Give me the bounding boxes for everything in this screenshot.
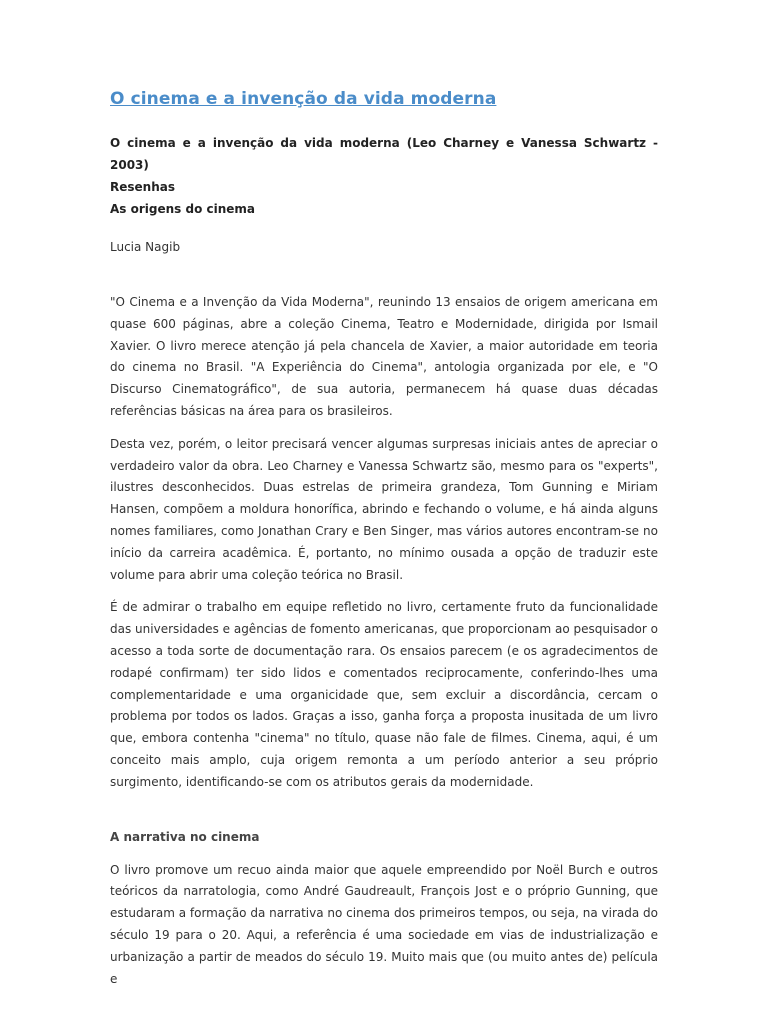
article-category: Resenhas — [110, 180, 175, 194]
section-heading: A narrativa no cinema — [110, 829, 260, 844]
body-paragraph: "O Cinema e a Invenção da Vida Moderna", reunindo 13 ensaios de origem americana em quase 600 páginas, abre a coleção Cinema, Teatro e Modernidade, dirigida por Ismail Xavier. O livro merece atenção já pela chancela de Xavier, a maior autoridade em teoria do cinema no Brasil. "A Experiência do Cinema", antologia organizada por ele, e "O Discurso Cinematográfico", de sua autoria, permanecem há quase duas décadas referências básicas na área para os brasileiros. — [110, 295, 658, 418]
article-body — [110, 292, 658, 794]
section-paragraph: O livro promove um recuo ainda maior que aquele empreendido por Noël Burch e outros teóricos da narratologia, como André Gaudreault, François Jost e o próprio Gunning, que estudaram a formação da narrativa no cinema dos primeiros tempos, ou seja, na virada do século 19 para o 20. Aqui, a referência é uma sociedade em vias de industrialização e urbanização a partir de meados do século 19. Muito mais que (ou muito antes de) película e — [110, 862, 658, 986]
article-title-link[interactable]: O cinema e a invenção da vida moderna — [110, 89, 497, 109]
article-subtitle: O cinema e a invenção da vida moderna (Leo Charney e Vanessa Schwartz - 2003) — [110, 136, 658, 172]
body-paragraph: Desta vez, porém, o leitor precisará vencer algumas surpresas iniciais antes de apreciar o verdadeiro valor da obra. Leo Charney e Vanessa Schwartz são, mesmo para os "experts", ilustres desconhecidos. Duas estrelas de primeira grandeza, Tom Gunning e Miriam Hansen, compõem a moldura honorífica, abrindo e fechando o volume, e há ainda alguns nomes familiares, como Jonathan Crary e Ben Singer, mas vários autores encontram-se no início da carreira acadêmica. É, portanto, no mínimo ousada a opção de traduzir este volume para abrir uma coleção teórica no Brasil. — [110, 436, 658, 582]
body-paragraph: É de admirar o trabalho em equipe refletido no livro, certamente fruto da funcionalidade das universidades e agências de fomento americanas, que proporcionam ao pesquisador o acesso a toda sorte de documentação rara. Os ensaios parecem (e os agradecimentos de rodapé confirmam) ter sido lidos e comentados reciprocamente, conferindo-lhes uma complementaridade e uma organicidade que, sem excluir a discordância, cercam o problema por todos os lados. Graças a isso, ganha força a proposta inusitada de um livro que, embora contenha "cinema" no título, quase não fale de filmes. Cinema, aqui, é um conceito mais amplo, cuja origem remonta a um período anterior a seu próprio surgimento, identificando-se com os atributos gerais da modernidade. — [110, 600, 658, 789]
article-section-title: As origens do cinema — [110, 202, 255, 216]
article-author: Lucia Nagib — [110, 240, 181, 254]
